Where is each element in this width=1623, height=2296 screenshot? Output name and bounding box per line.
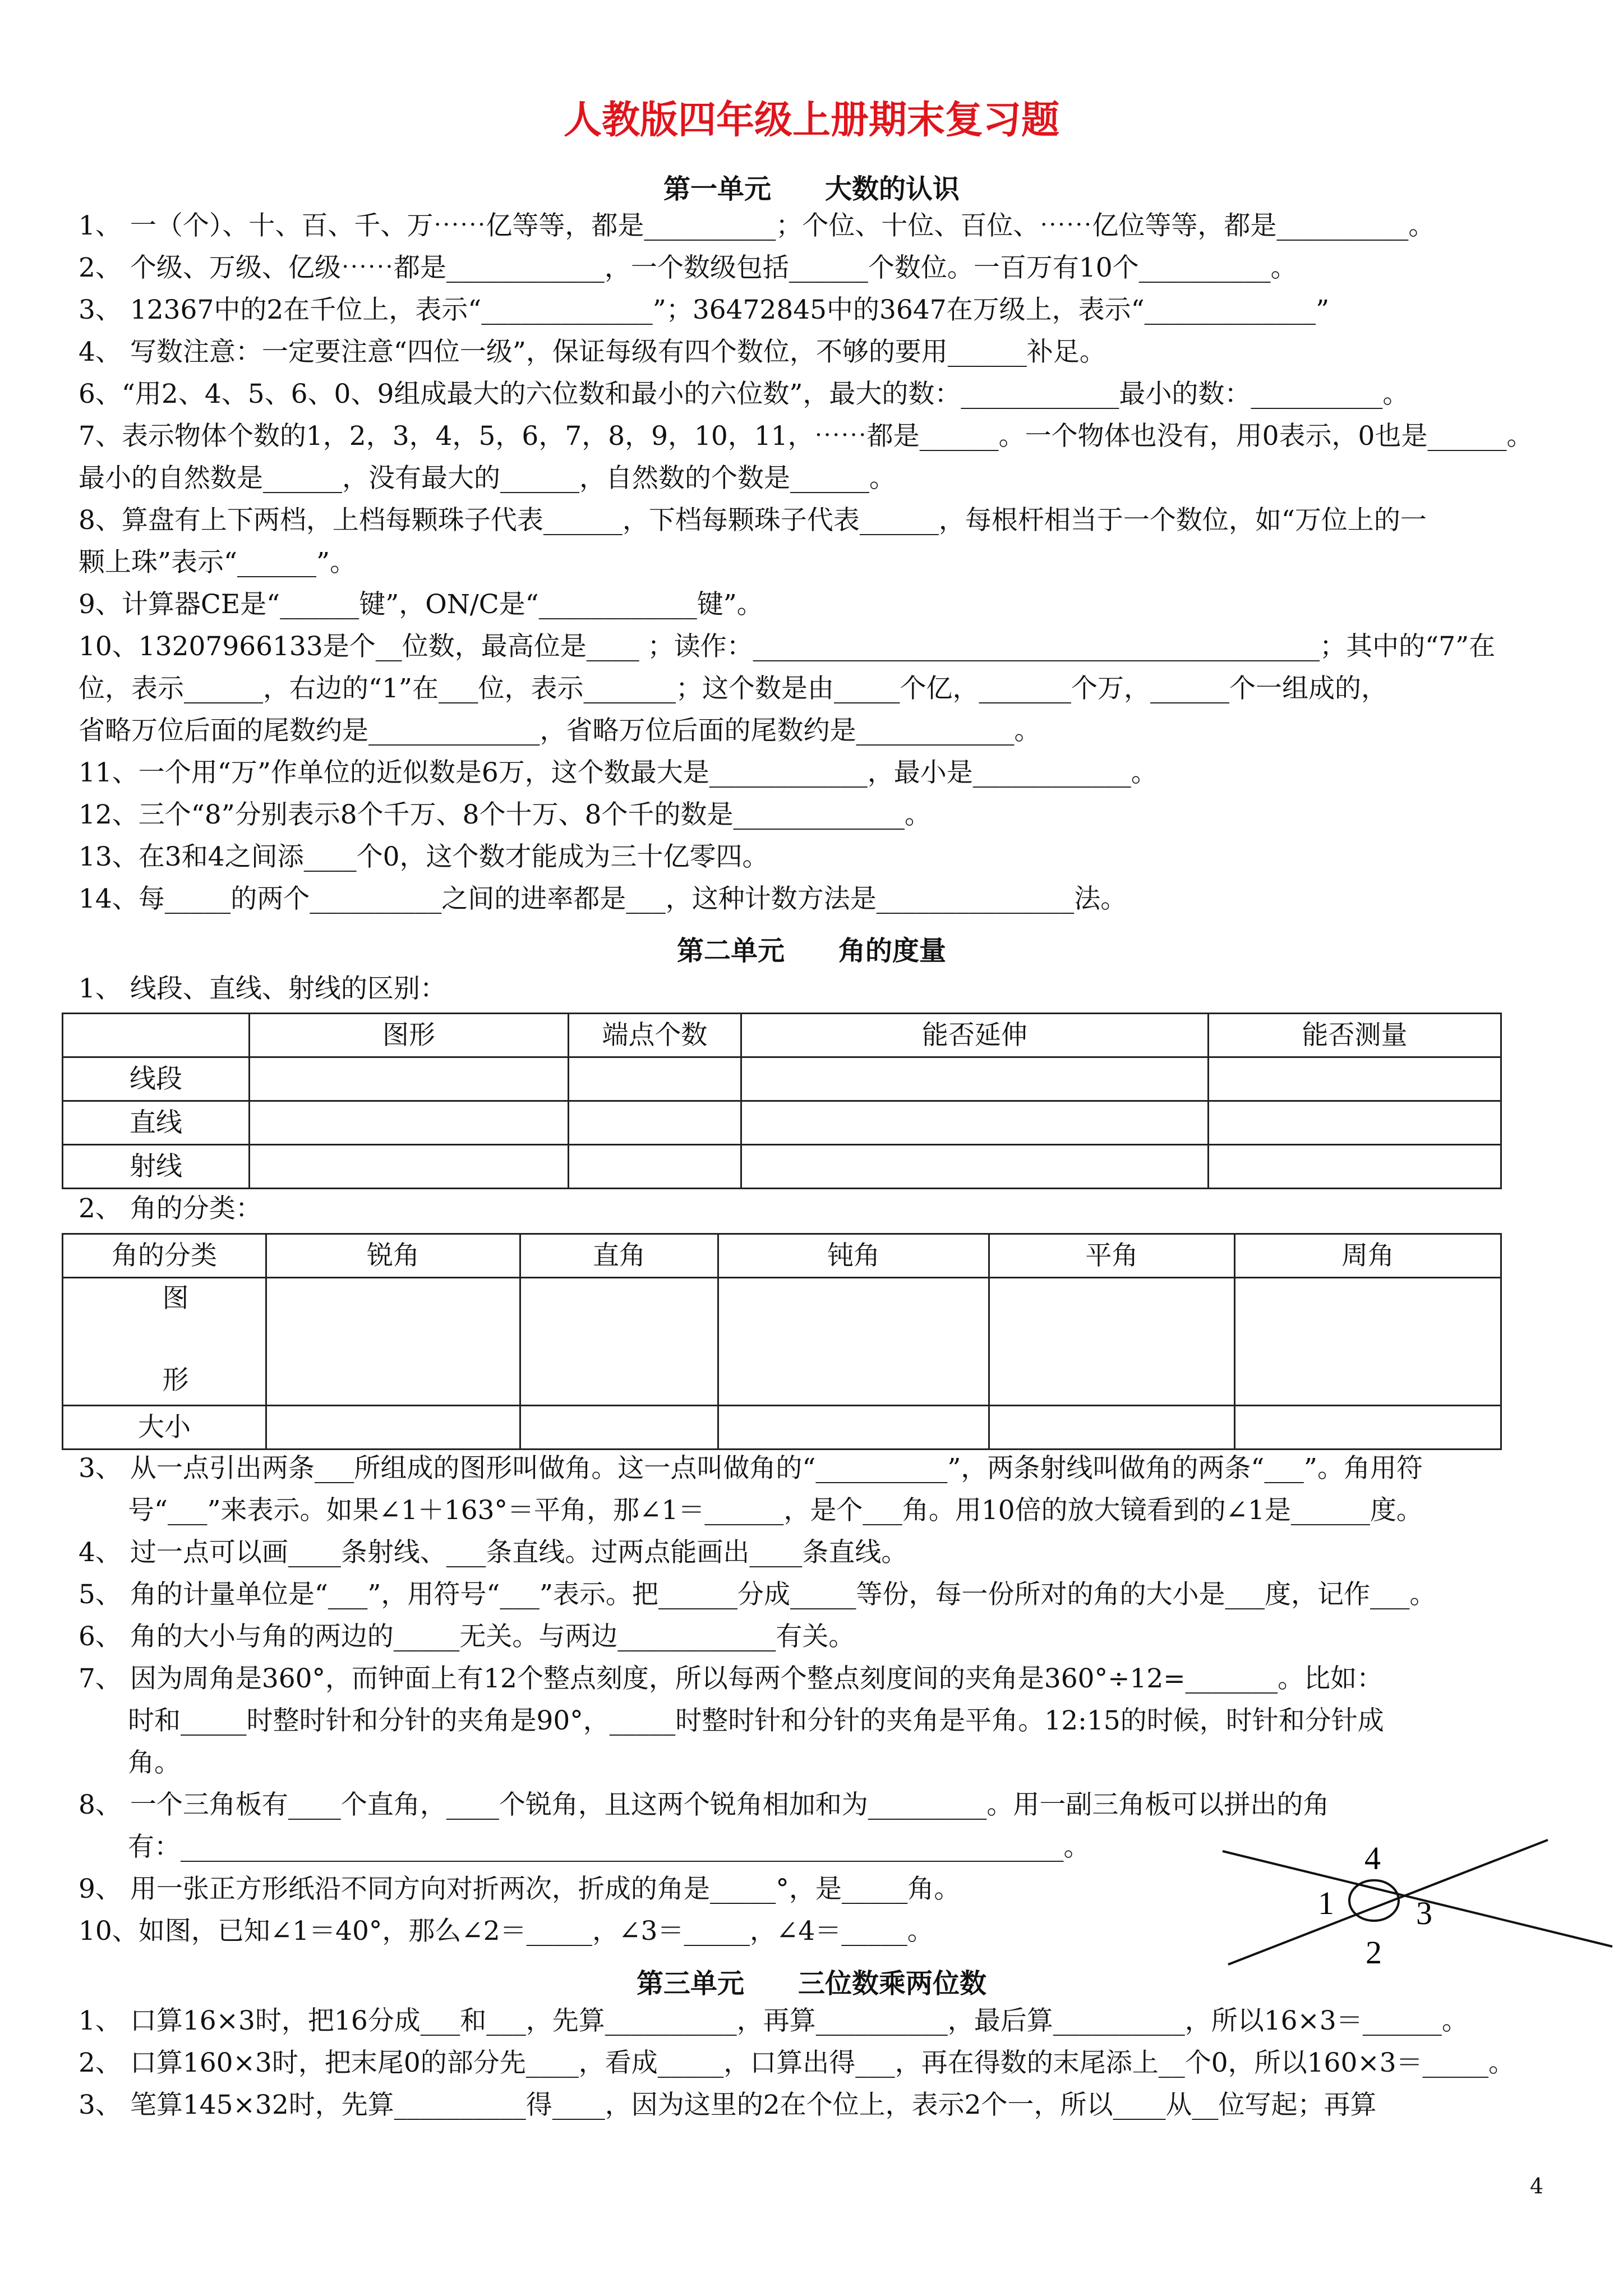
table-header-cell: 钝角 xyxy=(718,1234,989,1278)
table-blank-cell xyxy=(569,1057,741,1101)
table-row-label: 射线 xyxy=(63,1145,250,1189)
intersecting-lines-figure xyxy=(1217,1834,1621,1980)
table-row-label: 线段 xyxy=(63,1057,250,1101)
table-header-cell: 端点个数 xyxy=(569,1014,741,1057)
unit3-question-3: 3、 笔算145×32时，先算__________得____，因为这里的2在个位上，表示2个一，所以____从__位写起；再算 xyxy=(79,2090,1377,2120)
question-1: 1、 一（个）、十、百、千、万⋯⋯亿等等，都是__________；个位、十位、百位、⋯⋯亿位等等，都是__________。 xyxy=(79,210,1435,241)
table-header-cell: 直角 xyxy=(520,1234,718,1278)
figure-label-4: 4 xyxy=(1364,1840,1381,1876)
question-8-line2: 颗上珠”表示“______”。 xyxy=(79,547,357,578)
unit2-question-9: 9、 用一张正方形纸沿不同方向对折两次，折成的角是_____°，是_____角。 xyxy=(79,1874,961,1904)
figure-label-bottom: 形 xyxy=(162,1365,189,1396)
table-header-cell: 图形 xyxy=(250,1014,569,1057)
line-types-table xyxy=(62,1013,1502,1189)
table-header-cell: 锐角 xyxy=(266,1234,520,1278)
question-9: 9、计算器CE是“______键”，ON/C是“____________键”。 xyxy=(79,589,763,620)
table-header-cell: 周角 xyxy=(1235,1234,1501,1278)
table-blank-cell xyxy=(266,1278,520,1406)
table-header-cell: 角的分类 xyxy=(63,1234,266,1278)
table-blank-cell xyxy=(250,1057,569,1101)
table-blank-cell xyxy=(1209,1145,1501,1189)
table-blank-cell xyxy=(250,1101,569,1145)
question-11: 11、一个用“万”作单位的近似数是6万，这个数最大是____________，最小是____________。 xyxy=(79,757,1158,788)
angle-types-table xyxy=(62,1233,1502,1450)
table-row-label-figure xyxy=(63,1278,266,1406)
table-blank-cell xyxy=(569,1101,741,1145)
section-heading-unit2: 第二单元 角的度量 xyxy=(676,935,946,967)
unit2-question-7-line2: 时和_____时整时针和分针的夹角是90°，_____时整时针和分针的夹角是平角。12:15的时候，时针和分针成 xyxy=(128,1705,1384,1736)
question-10-line3: 省略万位后面的尾数约是_____________，省略万位后面的尾数约是____________。 xyxy=(79,715,1041,746)
table-blank-cell xyxy=(520,1406,718,1450)
table-blank-cell xyxy=(1209,1101,1501,1145)
table-blank-cell xyxy=(1209,1057,1501,1101)
figure-label-top: 图 xyxy=(162,1283,189,1314)
question-10-line1: 10、13207966133是个__位数，最高位是____ ；读作：___________________________________________；其中的“7”在 xyxy=(79,631,1496,662)
section-heading-unit3: 第三单元 三位数乘两位数 xyxy=(636,1968,986,1999)
table-blank-cell xyxy=(1235,1406,1501,1450)
unit3-question-1: 1、 口算16×3时，把16分成___和___，先算__________，再算__________，最后算__________，所以16×3＝______。 xyxy=(79,2005,1468,2036)
table-blank-cell xyxy=(569,1145,741,1189)
figure-label-2: 2 xyxy=(1366,1934,1382,1971)
section-heading-unit1: 第一单元 大数的认识 xyxy=(663,173,960,205)
figure-label-1: 1 xyxy=(1318,1885,1334,1921)
table-blank-cell xyxy=(741,1145,1209,1189)
unit2-question-4: 4、 过一点可以画____条射线、___条直线。过两点能画出____条直线。 xyxy=(79,1537,908,1568)
unit2-question-8-line1: 8、 一个三角板有____个直角，____个锐角，且这两个锐角相加和为_________。用一副三角板可以拼出的角 xyxy=(79,1789,1330,1820)
figure-label-3: 3 xyxy=(1416,1895,1432,1931)
page-number: 4 xyxy=(1530,2174,1544,2198)
table-row-label: 直线 xyxy=(63,1101,250,1145)
unit2-question-1: 1、 线段、直线、射线的区别： xyxy=(79,973,446,1004)
question-2: 2、 个级、万级、亿级⋯⋯都是____________，一个数级包括______个数位。一百万有10个__________。 xyxy=(79,252,1297,283)
question-7-line1: 7、表示物体个数的1，2，3，4，5，6，7，8，9，10，11，⋯⋯都是______。一个物体也没有，用0表示，0也是______。 xyxy=(79,421,1533,452)
page-title: 人教版四年级上册期末复习题 xyxy=(563,98,1059,142)
question-7-line2: 最小的自然数是______，没有最大的______，自然数的个数是______。 xyxy=(79,463,896,494)
table-header-cell: 能否延伸 xyxy=(741,1014,1209,1057)
table-blank-cell xyxy=(718,1406,989,1450)
unit2-question-10: 10、如图，已知∠1＝40°，那么∠2＝_____，∠3＝_____，∠4＝_____。 xyxy=(79,1916,934,1947)
unit3-question-2: 2、 口算160×3时，把末尾0的部分先____，看成_____，口算出得___，再在得数的末尾添上__个0，所以160×3＝_____。 xyxy=(79,2047,1515,2078)
question-3: 3、 12367中的2在千位上，表示“_____________”；36472845中的3647在万级上，表示“_____________” xyxy=(79,295,1330,325)
unit2-question-7-line3: 角。 xyxy=(128,1747,181,1778)
unit2-question-8-line2: 有：___________________________________________________________________。 xyxy=(128,1832,1090,1862)
table-blank-cell xyxy=(718,1278,989,1406)
unit2-question-3-line1: 3、 从一点引出两条___所组成的图形叫做角。这一点叫做角的“__________”，两条射线叫做角的两条“___”。角用符 xyxy=(79,1453,1423,1484)
unit2-question-3-line2: 号“___”来表示。如果∠1＋163°＝平角，那∠1＝______，是个___角。用10倍的放大镜看到的∠1是______度。 xyxy=(128,1495,1423,1526)
table-blank-cell xyxy=(520,1278,718,1406)
table-blank-cell xyxy=(1235,1278,1501,1406)
question-14: 14、每_____的两个__________之间的进率都是___，这种计数方法是_______________法。 xyxy=(79,884,1127,914)
table-header-cell: 能否测量 xyxy=(1209,1014,1501,1057)
question-12: 12、三个“8”分别表示8个千万、8个十万、8个千的数是_____________。 xyxy=(79,799,931,830)
figure-line-a xyxy=(1228,1840,1548,1964)
question-6: 6、“用2、4、5、6、0、9组成最大的六位数和最小的六位数”，最大的数：____________最小的数：__________。 xyxy=(79,379,1409,409)
table-blank-cell xyxy=(989,1278,1235,1406)
table-blank-cell xyxy=(989,1406,1235,1450)
unit2-question-6: 6、 角的大小与角的两边的_____无关。与两边____________有关。 xyxy=(79,1621,855,1652)
question-8-line1: 8、算盘有上下两档，上档每颗珠子代表______，下档每颗珠子代表______，每根杆相当于一个数位，如“万位上的一 xyxy=(79,505,1427,536)
table-blank-cell xyxy=(741,1101,1209,1145)
unit2-question-7-line1: 7、 因为周角是360°，而钟面上有12个整点刻度，所以每两个整点刻度间的夹角是360°÷12=_______。比如： xyxy=(79,1663,1384,1694)
table-header-cell: 平角 xyxy=(989,1234,1235,1278)
question-10-line2: 位，表示______，右边的“1”在___位，表示_______；这个数是由_____个亿，_______个万，______个一组成的， xyxy=(79,673,1387,704)
question-4: 4、 写数注意：一定要注意“四位一级”，保证每级有四个数位，不够的要用______补足。 xyxy=(79,337,1106,367)
table-blank-cell xyxy=(266,1406,520,1450)
unit2-question-5: 5、 角的计量单位是“___”，用符号“___”表示。把______分成_____等份，每一份所对的角的大小是___度，记作___。 xyxy=(79,1579,1436,1610)
question-13: 13、在3和4之间添____个0，这个数才能成为三十亿零四。 xyxy=(79,841,769,872)
table-header-cell xyxy=(63,1014,250,1057)
table-blank-cell xyxy=(741,1057,1209,1101)
table-blank-cell xyxy=(250,1145,569,1189)
unit2-question-2: 2、 角的分类： xyxy=(79,1193,262,1224)
table-row-label: 大小 xyxy=(63,1406,266,1450)
